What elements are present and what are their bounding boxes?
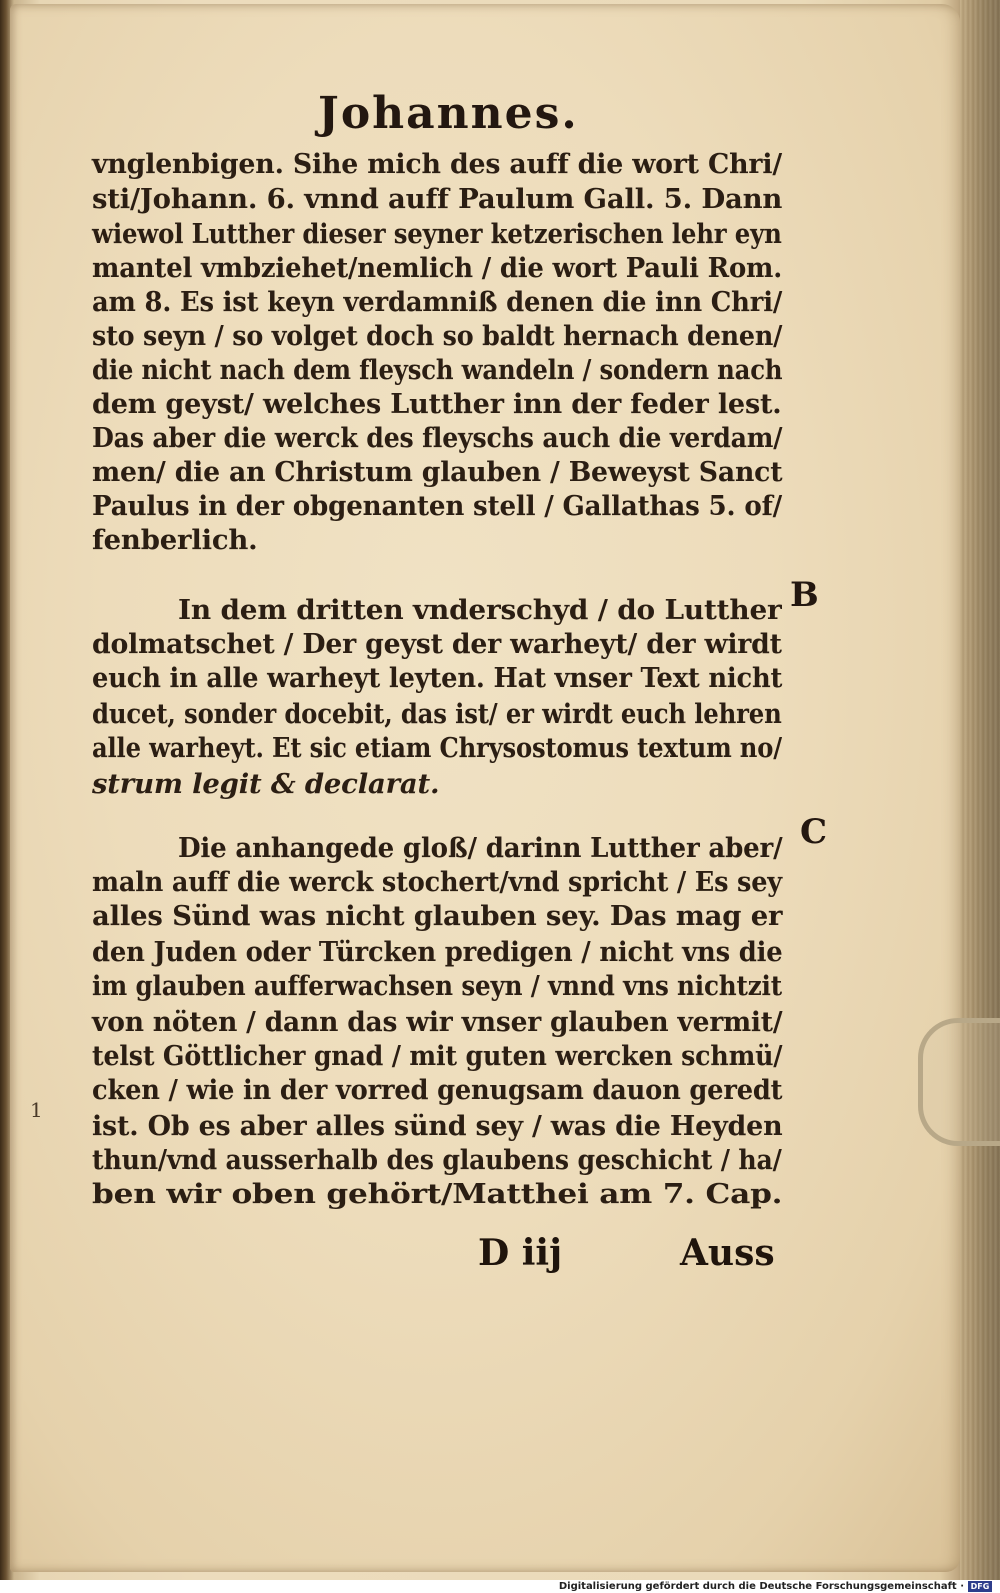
text-line: ben wir oben gehört/Matthei am 7. Cap. [92,1178,783,1210]
text-line: cken / wie in der vorred genugsam dauon geredt [92,1074,783,1106]
text-line: telst Göttlicher gnad / mit guten wercken schmü/ [92,1040,783,1072]
stray-mark: 1 [30,1098,43,1122]
running-head: Johannes. [318,88,579,139]
text-line: von nöten / dann das wir vnser glauben vermit/ [92,1006,783,1038]
text-line: die nicht nach dem fleysch wandeln / sondern nach [92,354,783,386]
text-line: mantel vmbziehet/nemlich / die wort Pauli Rom. [92,252,783,284]
text-line: euch in alle warheyt leyten. Hat vnser Text nicht [92,662,783,694]
text-line: sti/Johann. 6. vnnd auff Paulum Gall. 5. Dann [92,183,783,215]
text-line: fenberlich. [92,524,258,556]
text-line: ducet, sonder docebit, das ist/ er wirdt euch lehren [92,698,782,730]
text-line: dolmatschet / Der geyst der warheyt/ der wirdt [92,628,782,660]
text-line: wiewol Lutther dieser seyner ketzerischen lehr eyn [92,218,782,250]
text-line: am 8. Es ist keyn verdamniß denen die inn Chri/ [92,286,783,318]
text-line: den Juden oder Türcken predigen / nicht vns die [92,936,783,968]
text-line: vnglenbigen. Sihe mich des auff die wort Chri/ [92,148,782,180]
text-line: men/ die an Christum glauben / Beweyst Sanct [92,456,783,488]
catchword: Auss [680,1232,775,1274]
text-line: Das aber die werck des fleyschs auch die verdam/ [92,422,783,454]
text-line: dem geyst/ welches Lutther inn der feder lest. [92,388,782,420]
signature-mark: D iij [478,1232,563,1274]
text-line: thun/vnd ausserhalb des glaubens geschicht / ha/ [92,1144,782,1176]
marginal-letter-b: B [790,575,819,615]
text-line: ist. Ob es aber alles sünd sey / was die Heyden [92,1110,783,1142]
text-line: alles Sünd was nicht glauben sey. Das mag er [92,900,783,932]
text-line: strum legit & declarat. [92,768,440,800]
footer-credit: Digitalisierung gefördert durch die Deutsche Forschungsgemeinschaft · [558,1581,964,1592]
text-line: Die anhangede gloß/ darinn Lutther aber/ [178,832,783,864]
clasp-ring [918,1018,1000,1146]
text-line: im glauben aufferwachsen seyn / vnnd vns nichtzit [92,970,782,1002]
text-line: maln auff die werck stochert/vnd spricht / Es sey [92,866,782,898]
text-line: In dem dritten vnderschyd / do Lutther [178,594,782,626]
text-line: sto seyn / so volget doch so baldt hernach denen/ [92,320,783,352]
text-line: alle warheyt. Et sic etiam Chrysostomus textum no/ [92,732,782,764]
dfg-logo: DFG [968,1581,992,1592]
text-line: Paulus in der obgenanten stell / Gallathas 5. of/ [92,490,782,522]
marginal-letter-c: C [800,812,828,852]
page-edges [960,0,1000,1580]
